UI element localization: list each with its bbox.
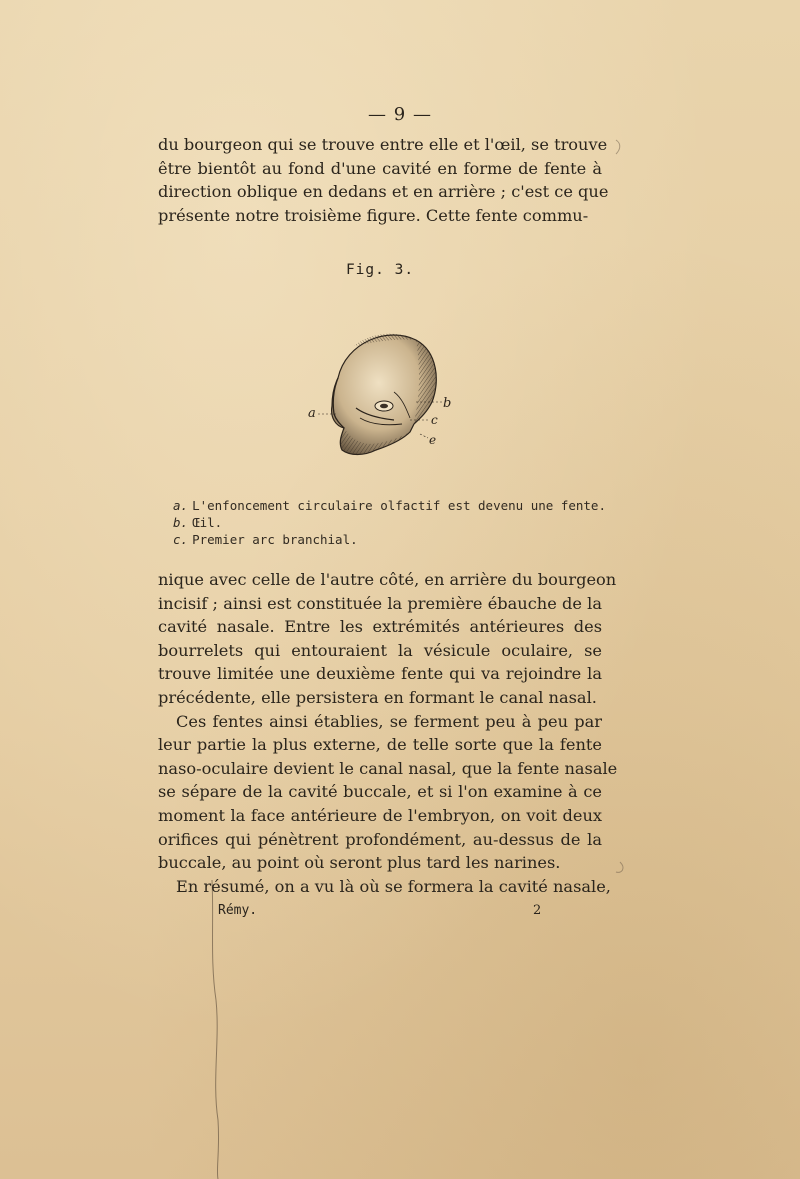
- label-e: e: [429, 433, 437, 447]
- text-line: buccale, au point où seront plus tard les narines.: [158, 853, 561, 873]
- paragraph-bottom: [158, 568, 618, 898]
- text-line: cavité nasale. Entre les extrémités antérieures des: [158, 617, 602, 637]
- text-line: nique avec celle de l'autre côté, en arrière du bourgeon: [158, 570, 617, 589]
- text-line: moment la face antérieure de l'embryon, on voit deux: [158, 805, 602, 825]
- embryo-head-figure: [298, 322, 468, 472]
- text-line: En résumé, on a vu là où se formera la cavité nasale,: [176, 876, 611, 896]
- text-line: trouve limitée une deuxième fente qui va rejoindre la: [158, 664, 602, 684]
- text-line: direction oblique en dedans et en arrière ; c'est ce que: [158, 182, 609, 202]
- text-line: du bourgeon qui se trouve entre elle et l'œil, se trouve: [158, 135, 608, 154]
- caption-line-b: b. Œil.: [173, 515, 223, 530]
- caption-line-c: c. Premier arc branchial.: [173, 532, 358, 547]
- figure-label: Fig. 3.: [345, 262, 415, 278]
- page-number: — 9 —: [368, 104, 432, 125]
- paragraph-top: [158, 133, 609, 227]
- text-line: précédente, elle persistera en formant le canal nasal.: [158, 687, 597, 707]
- label-b: b: [443, 396, 452, 411]
- label-c: c: [431, 413, 438, 427]
- text-line: orifices qui pénètrent profondément, au-dessus de la: [158, 829, 602, 849]
- text-line: naso-oculaire devient le canal nasal, que la fente nasale: [158, 758, 618, 778]
- text-line: incisif ; ainsi est constituée la première ébauche de la: [158, 593, 602, 613]
- text-line: Ces fentes ainsi établies, se ferment peu à peu par: [176, 711, 602, 731]
- text-line: se sépare de la cavité buccale, et si l'on examine à ce: [158, 782, 602, 802]
- text-line: bourrelets qui entouraient la vésicule oculaire, se: [158, 640, 602, 660]
- text-line: présente notre troisième figure. Cette fente commu-: [158, 205, 589, 225]
- caption-line-a: a. L'enfoncement circulaire olfactif est devenu une fente.: [173, 498, 606, 513]
- printer-signature: Rémy.: [218, 903, 258, 918]
- text-line: leur partie la plus externe, de telle sorte que la fente: [158, 735, 602, 755]
- text-line: être bientôt au fond d'une cavité en forme de fente à: [158, 158, 602, 178]
- figure-caption: [173, 497, 606, 548]
- sheet-number: 2: [533, 903, 542, 918]
- label-a: a: [308, 406, 316, 421]
